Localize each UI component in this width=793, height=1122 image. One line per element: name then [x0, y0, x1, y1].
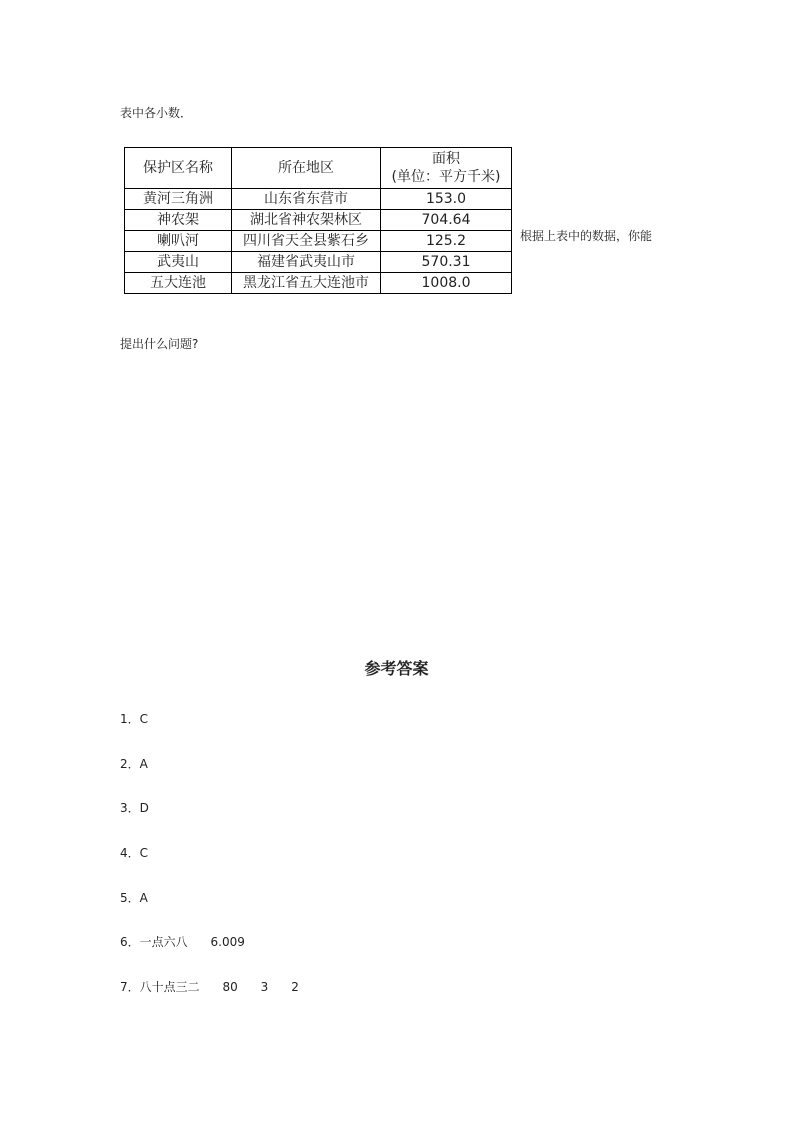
cell-region: 湖北省神农架林区: [232, 210, 381, 231]
answer-item: 7．八十点三二 80 3 2: [120, 980, 299, 994]
cell-region: 山东省东营市: [232, 189, 381, 210]
reserve-table: [124, 147, 512, 294]
answer-item: 4．C: [120, 846, 149, 860]
cell-area: 1008.0: [381, 273, 512, 294]
table-row: [125, 273, 512, 294]
question-text-start: 根据上表中的数据，你能: [520, 229, 653, 243]
cell-name: 喇叭河: [125, 231, 232, 252]
table-row: [125, 189, 512, 210]
cell-area: 153.0: [381, 189, 512, 210]
table-header-row: [125, 148, 512, 189]
answer-item: 3．D: [120, 801, 149, 815]
cell-name: 神农架: [125, 210, 232, 231]
table-row: [125, 252, 512, 273]
answer-item: 6．一点六八 6.009: [120, 935, 245, 949]
answer-item: 2．A: [120, 757, 148, 771]
header-area-label: 面积: [432, 151, 460, 167]
answer-item: 5．A: [120, 891, 148, 905]
header-region: 所在地区: [232, 148, 381, 189]
answer-item: 1．C: [120, 712, 149, 726]
header-name: 保护区名称: [125, 148, 232, 189]
cell-region: 黑龙江省五大连池市: [232, 273, 381, 294]
question-text-end: 提出什么问题?: [120, 337, 199, 351]
cell-area: 570.31: [381, 252, 512, 273]
answer-title: 参考答案: [364, 659, 429, 678]
header-area: [381, 148, 512, 189]
header-area-unit: (单位：平方千米): [391, 169, 501, 185]
cell-area: 125.2: [381, 231, 512, 252]
cell-region: 四川省天全县紫石乡: [232, 231, 381, 252]
intro-text: 表中各小数．: [120, 106, 193, 120]
table-row: [125, 210, 512, 231]
cell-region: 福建省武夷山市: [232, 252, 381, 273]
cell-area: 704.64: [381, 210, 512, 231]
cell-name: 黄河三角洲: [125, 189, 232, 210]
table-row: [125, 231, 512, 252]
cell-name: 五大连池: [125, 273, 232, 294]
cell-name: 武夷山: [125, 252, 232, 273]
